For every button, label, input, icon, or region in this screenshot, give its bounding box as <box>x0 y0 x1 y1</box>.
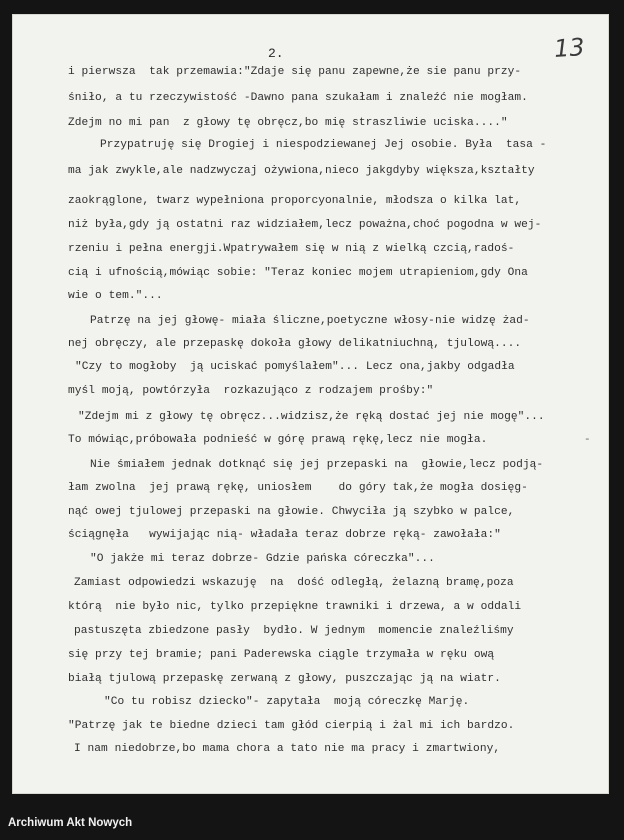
text-line: "Patrzę jak te biedne dzieci tam głód cierpią i żal mi ich bardzo. <box>68 720 515 732</box>
margin-mark: - <box>584 434 591 446</box>
text-line: którą nie było nic, tylko przepiękne trawniki i drzewa, a w oddali <box>68 601 522 613</box>
handwritten-folio-number: 13 <box>553 32 586 64</box>
archive-label: Archiwum Akt Nowych <box>8 817 133 829</box>
text-line: "Co tu robisz dziecko"- zapytała moją córeczkę Marję. <box>104 696 470 708</box>
text-line: wie o tem."... <box>68 290 163 302</box>
text-line: "O jakże mi teraz dobrze- Gdzie pańska córeczka"... <box>90 553 435 565</box>
text-line: Patrzę na jej głowę- miała śliczne,poetyczne włosy-nie widzę żad- <box>90 315 530 327</box>
text-line: "Czy to mogłoby ją uciskać pomyślałem"... Lecz ona,jakby odgadła <box>75 361 515 373</box>
text-line: niż była,gdy ją ostatni raz widziałem,lecz poważna,choć pogodna w wej- <box>68 219 542 231</box>
text-line: myśl moją, powtórzyła rozkazująco z rodzajem prośby:" <box>68 385 434 397</box>
text-line: i pierwsza tak przemawia:"Zdaje się panu zapewne,że sie panu przy- <box>68 66 522 78</box>
text-line: ma jak zwykle,ale nadzwyczaj ożywiona,nieco jakgdyby większa,kształty <box>68 165 535 177</box>
text-line: I nam niedobrze,bo mama chora a tato nie ma pracy i zmartwiony, <box>74 743 501 755</box>
text-line: rzeniu i pełna energji.Wpatrywałem się w nią z wielką czcią,radoś- <box>68 243 515 255</box>
text-line: się przy tej bramie; pani Paderewska ciągle trzymała w ręku ową <box>68 649 495 661</box>
text-line: Nie śmiałem jednak dotknąć się jej przepaski na głowie,lecz podją- <box>90 459 544 471</box>
text-line: nąć owej tjulowej przepaski na głowie. Chwyciła ją szybko w palce, <box>68 506 515 518</box>
text-line: pastuszęta zbiedzone pasły bydło. W jednym momencie znaleźliśmy <box>74 625 514 637</box>
text-line: cią i ufnością,mówiąc sobie: "Teraz koniec mojem utrapieniom,gdy Ona <box>68 267 528 279</box>
text-line: ściągnęła wywijając nią- władała teraz dobrze ręką- zawołała:" <box>68 529 501 541</box>
text-line: Zdejm no mi pan z głowy tę obręcz,bo mię straszliwie uciska...." <box>68 117 508 129</box>
text-line: "Zdejm mi z głowy tę obręcz...widzisz,że ręką dostać jej nie mogę"... <box>78 411 545 423</box>
text-line: Zamiast odpowiedzi wskazuję na dość odległą, żelazną bramę,poza <box>74 577 514 589</box>
text-line: To mówiąc,próbowała podnieść w górę prawą rękę,lecz nie mogła. <box>68 434 488 446</box>
text-line: łam zwolna jej prawą rękę, uniosłem do góry tak,że mogła dosięg- <box>68 482 528 494</box>
text-line: śniło, a tu rzeczywistość -Dawno pana szukałam i znaleźć nie mogłam. <box>68 92 528 104</box>
text-line: zaokrąglone, twarz wypełniona proporcyonalnie, młodsza o kilka lat, <box>68 195 522 207</box>
text-line: białą tjulową przepaskę zerwaną z głowy, puszczając ją na wiatr. <box>68 673 501 685</box>
page-number: 2. <box>268 46 284 61</box>
text-line: nej obręczy, ale przepaskę dokoła głowy delikatniuchną, tjulową.... <box>68 338 522 350</box>
text-line: Przypatruję się Drogiej i niespodziewanej Jej osobie. Była tasa - <box>100 139 547 151</box>
